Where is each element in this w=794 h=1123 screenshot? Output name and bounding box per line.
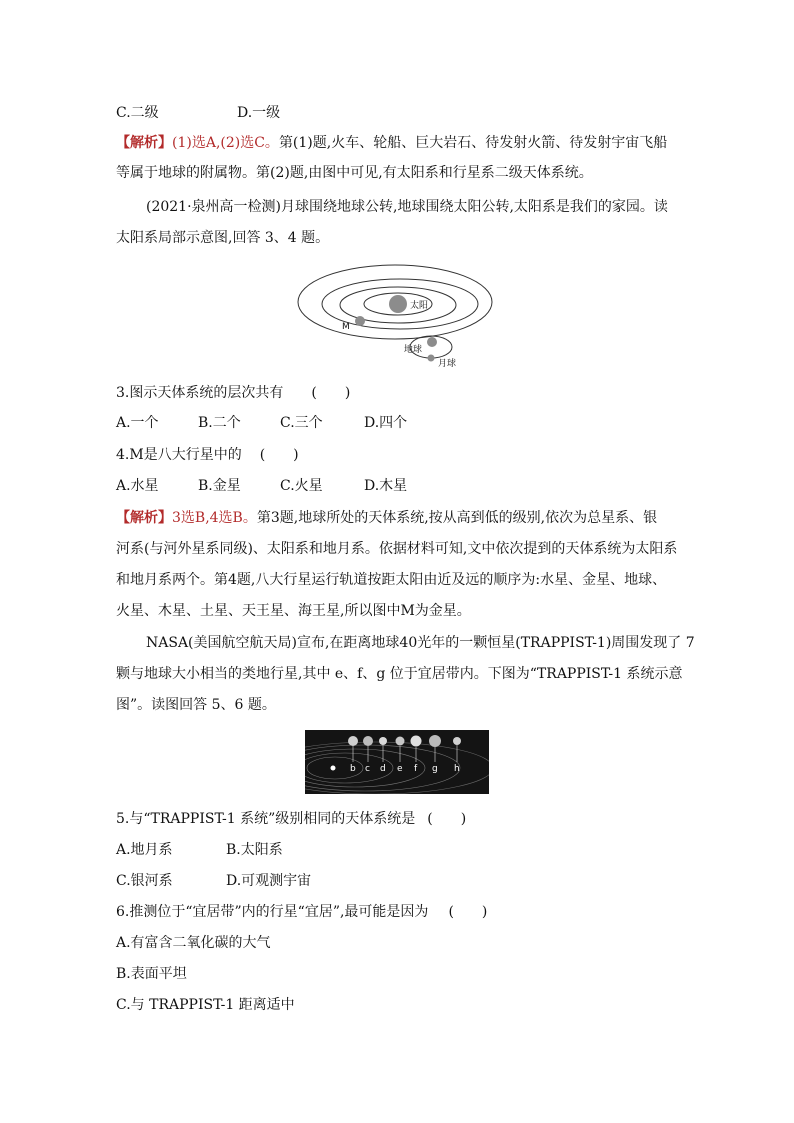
q4-bracket: ( ) <box>259 447 299 463</box>
earth-icon <box>427 337 437 347</box>
planet-label-d: d <box>380 764 386 774</box>
moon-label: 月球 <box>438 359 457 369</box>
q6-stem: 6.推测位于“宜居带”内的行星“宜居”,最可能是因为 <box>116 904 429 920</box>
passage2-line2: 颗与地球大小相当的类地行星,其中 e、f、g 位于宜居带内。下图为“TRAPPIST-1 系统示意 <box>116 666 683 682</box>
q4-option-b: B.金星 <box>198 478 241 494</box>
planet-d-icon <box>379 737 387 745</box>
planet-label-e: e <box>397 764 403 774</box>
q3-stem-line <box>116 383 350 403</box>
q6-option-b: B.表面平坦 <box>116 966 187 982</box>
trappist-system-figure <box>305 730 489 794</box>
analysis1-line2: 等属于地球的附属物。第(2)题,由图中可见,有太阳系和行星系二级天体系统。 <box>116 165 593 181</box>
analysis-tag: 【解析】 <box>116 135 172 151</box>
solar-system-figure <box>295 262 500 370</box>
analysis2-line3: 和地月系两个。第4题,八大行星运行轨道按距太阳由近及远的顺序为:水星、金星、地球、 <box>116 572 667 588</box>
planet-m-icon <box>355 316 365 326</box>
planet-label-g: g <box>432 764 438 774</box>
q6-option-a: A.有富含二氧化碳的大气 <box>116 935 271 951</box>
analysis2-line1 <box>116 508 657 528</box>
q4-stem-line <box>116 445 299 465</box>
q5-options-row2 <box>116 871 311 891</box>
planet-label-h: h <box>454 764 460 774</box>
analysis-answer: (1)选A,(2)选C。 <box>172 135 279 151</box>
passage1-line1: (2021·泉州高一检测)月球围绕地球公转,地球围绕太阳公转,太阳系是我们的家园。读 <box>146 199 668 215</box>
q6-option-c: C.与 TRAPPIST-1 距离适中 <box>116 997 295 1013</box>
analysis-text: 第(1)题,火车、轮船、巨大岩石、待发射火箭、待发射宇宙飞船 <box>278 135 668 151</box>
earth-label: 地球 <box>404 345 423 355</box>
analysis2-line4: 火星、木星、土星、天王星、海王星,所以图中M为金星。 <box>116 603 471 619</box>
q4-stem: 4.M是八大行星中的 <box>116 447 242 463</box>
moon-icon <box>428 355 435 362</box>
passage1-line2: 太阳系局部示意图,回答 3、4 题。 <box>116 230 330 246</box>
q4-options <box>116 476 407 496</box>
analysis-text: 第3题,地球所处的天体系统,按从高到低的级别,依次为总星系、银 <box>256 510 658 526</box>
planet-label-c: c <box>365 764 370 774</box>
q5-option-c: C.银河系 <box>116 873 173 889</box>
q4-option-c: C.火星 <box>280 478 323 494</box>
q6-bracket: ( ) <box>448 904 488 920</box>
q5-stem: 5.与“TRAPPIST-1 系统”级别相同的天体系统是 <box>116 811 416 827</box>
q3-option-d: D.四个 <box>364 415 408 431</box>
q5-bracket: ( ) <box>427 811 467 827</box>
q3-bracket: ( ) <box>311 385 351 401</box>
q2-option-c: C.二级 <box>116 105 159 121</box>
q3-stem: 3.图示天体系统的层次共有 <box>116 385 284 401</box>
q6-stem-line <box>116 902 487 922</box>
q5-option-a: A.地月系 <box>116 842 173 858</box>
q2-option-d: D.一级 <box>237 105 281 121</box>
planet-label-b: b <box>350 764 356 774</box>
q3-option-c: C.三个 <box>280 415 323 431</box>
analysis1-line1 <box>116 133 667 153</box>
analysis-answer: 3选B,4选B。 <box>172 510 257 526</box>
q5-option-b: B.太阳系 <box>226 842 283 858</box>
analysis2-line2: 河系(与河外星系同级)、太阳系和地月系。依据材料可知,文中依次提到的天体系统为太阳系 <box>116 541 678 557</box>
q2-options <box>116 103 280 123</box>
passage2-line3: 图”。读图回答 5、6 题。 <box>116 697 276 713</box>
planet-f-icon <box>411 736 422 747</box>
planet-h-icon <box>453 737 461 745</box>
q5-option-d: D.可观测宇宙 <box>226 873 312 889</box>
planet-label-f: f <box>414 764 418 774</box>
q5-options-row1 <box>116 840 283 860</box>
q4-option-d: D.木星 <box>364 478 408 494</box>
q3-option-a: A.一个 <box>116 415 159 431</box>
planet-m-label: M <box>342 322 350 332</box>
q3-option-b: B.二个 <box>198 415 241 431</box>
q5-stem-line <box>116 809 466 829</box>
planet-b-icon <box>348 736 358 746</box>
q3-options <box>116 413 407 433</box>
q4-option-a: A.水星 <box>116 478 159 494</box>
star-icon <box>331 766 336 771</box>
planet-g-icon <box>429 735 441 747</box>
planet-e-icon <box>396 737 405 746</box>
analysis-tag: 【解析】 <box>116 510 172 526</box>
sun-icon <box>389 295 407 313</box>
planet-c-icon <box>363 736 373 746</box>
passage2-line1: NASA(美国航空航天局)宣布,在距离地球40光年的一颗恒星(TRAPPIST-1)周围发现了 7 <box>146 635 695 651</box>
sun-label: 太阳 <box>410 301 429 311</box>
